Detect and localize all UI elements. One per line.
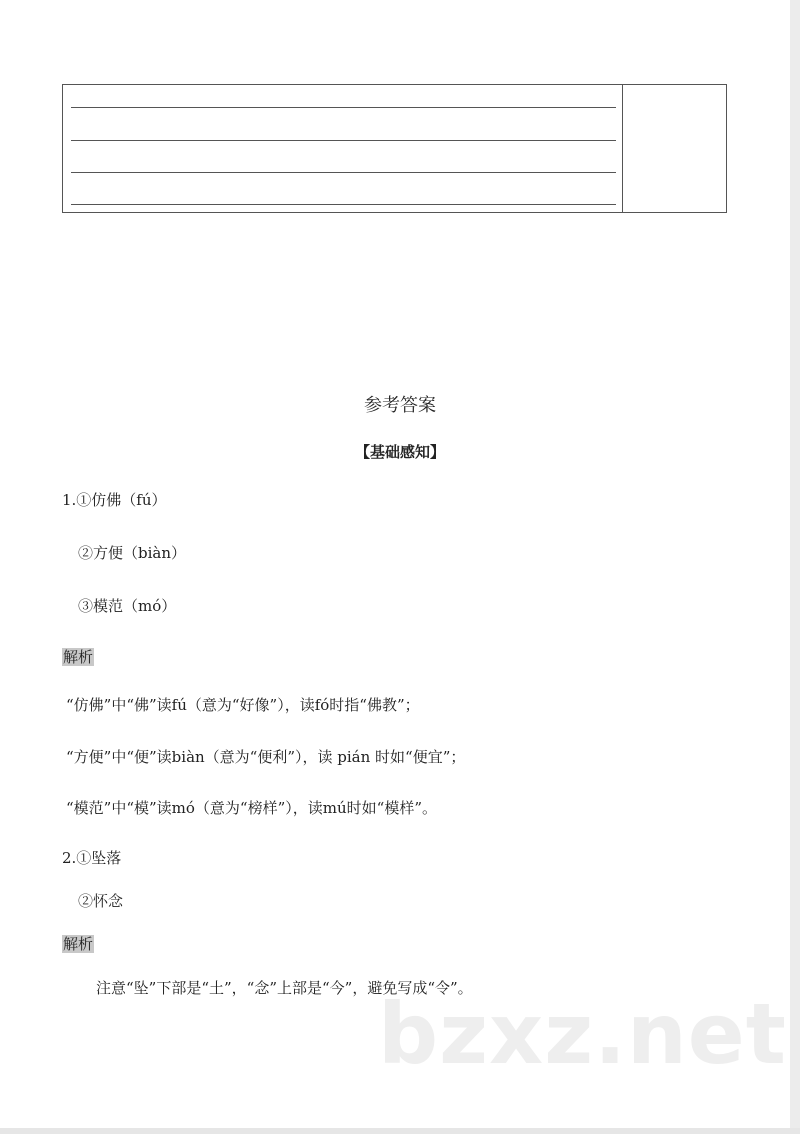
q2-item-2: ②怀念 (78, 892, 124, 910)
page-edge-right (790, 0, 800, 1134)
q1-analysis-line: “仿佛”中“佛”读fú（意为“好像”），读fó时指“佛教”； (66, 696, 420, 714)
q2-item-1: 2.①坠落 (62, 849, 122, 867)
watermark: bzxz.net (378, 985, 787, 1083)
q1-analysis-line: “模范”中“模”读mó（意为“榜样”），读mú时如“模样”。 (66, 799, 437, 817)
answers-title: 参考答案 (364, 395, 436, 416)
q1-item-1: 1.①仿佛（fú） (62, 491, 167, 509)
q2-analysis-text: 注意“坠”下部是“土”，“念”上部是“今”，避免写成“令”。 (96, 979, 473, 997)
writing-line (71, 172, 616, 173)
q1-item-3: ③模范（mó） (78, 597, 177, 615)
page-edge-bottom (0, 1128, 800, 1134)
writing-line (71, 107, 616, 108)
score-column-divider (622, 85, 623, 212)
writing-line (71, 204, 616, 205)
q1-analysis-line: “方便”中“便”读biàn（意为“便利”），读 pián 时如“便宜”； (66, 748, 466, 766)
writing-line (71, 140, 616, 141)
section-heading: 【基础感知】 (354, 443, 445, 461)
q1-item-2: ②方便（biàn） (78, 544, 187, 562)
answer-writing-table (62, 84, 727, 213)
q2-analysis-label: 解析 (63, 935, 94, 953)
q1-analysis-label: 解析 (63, 648, 94, 666)
